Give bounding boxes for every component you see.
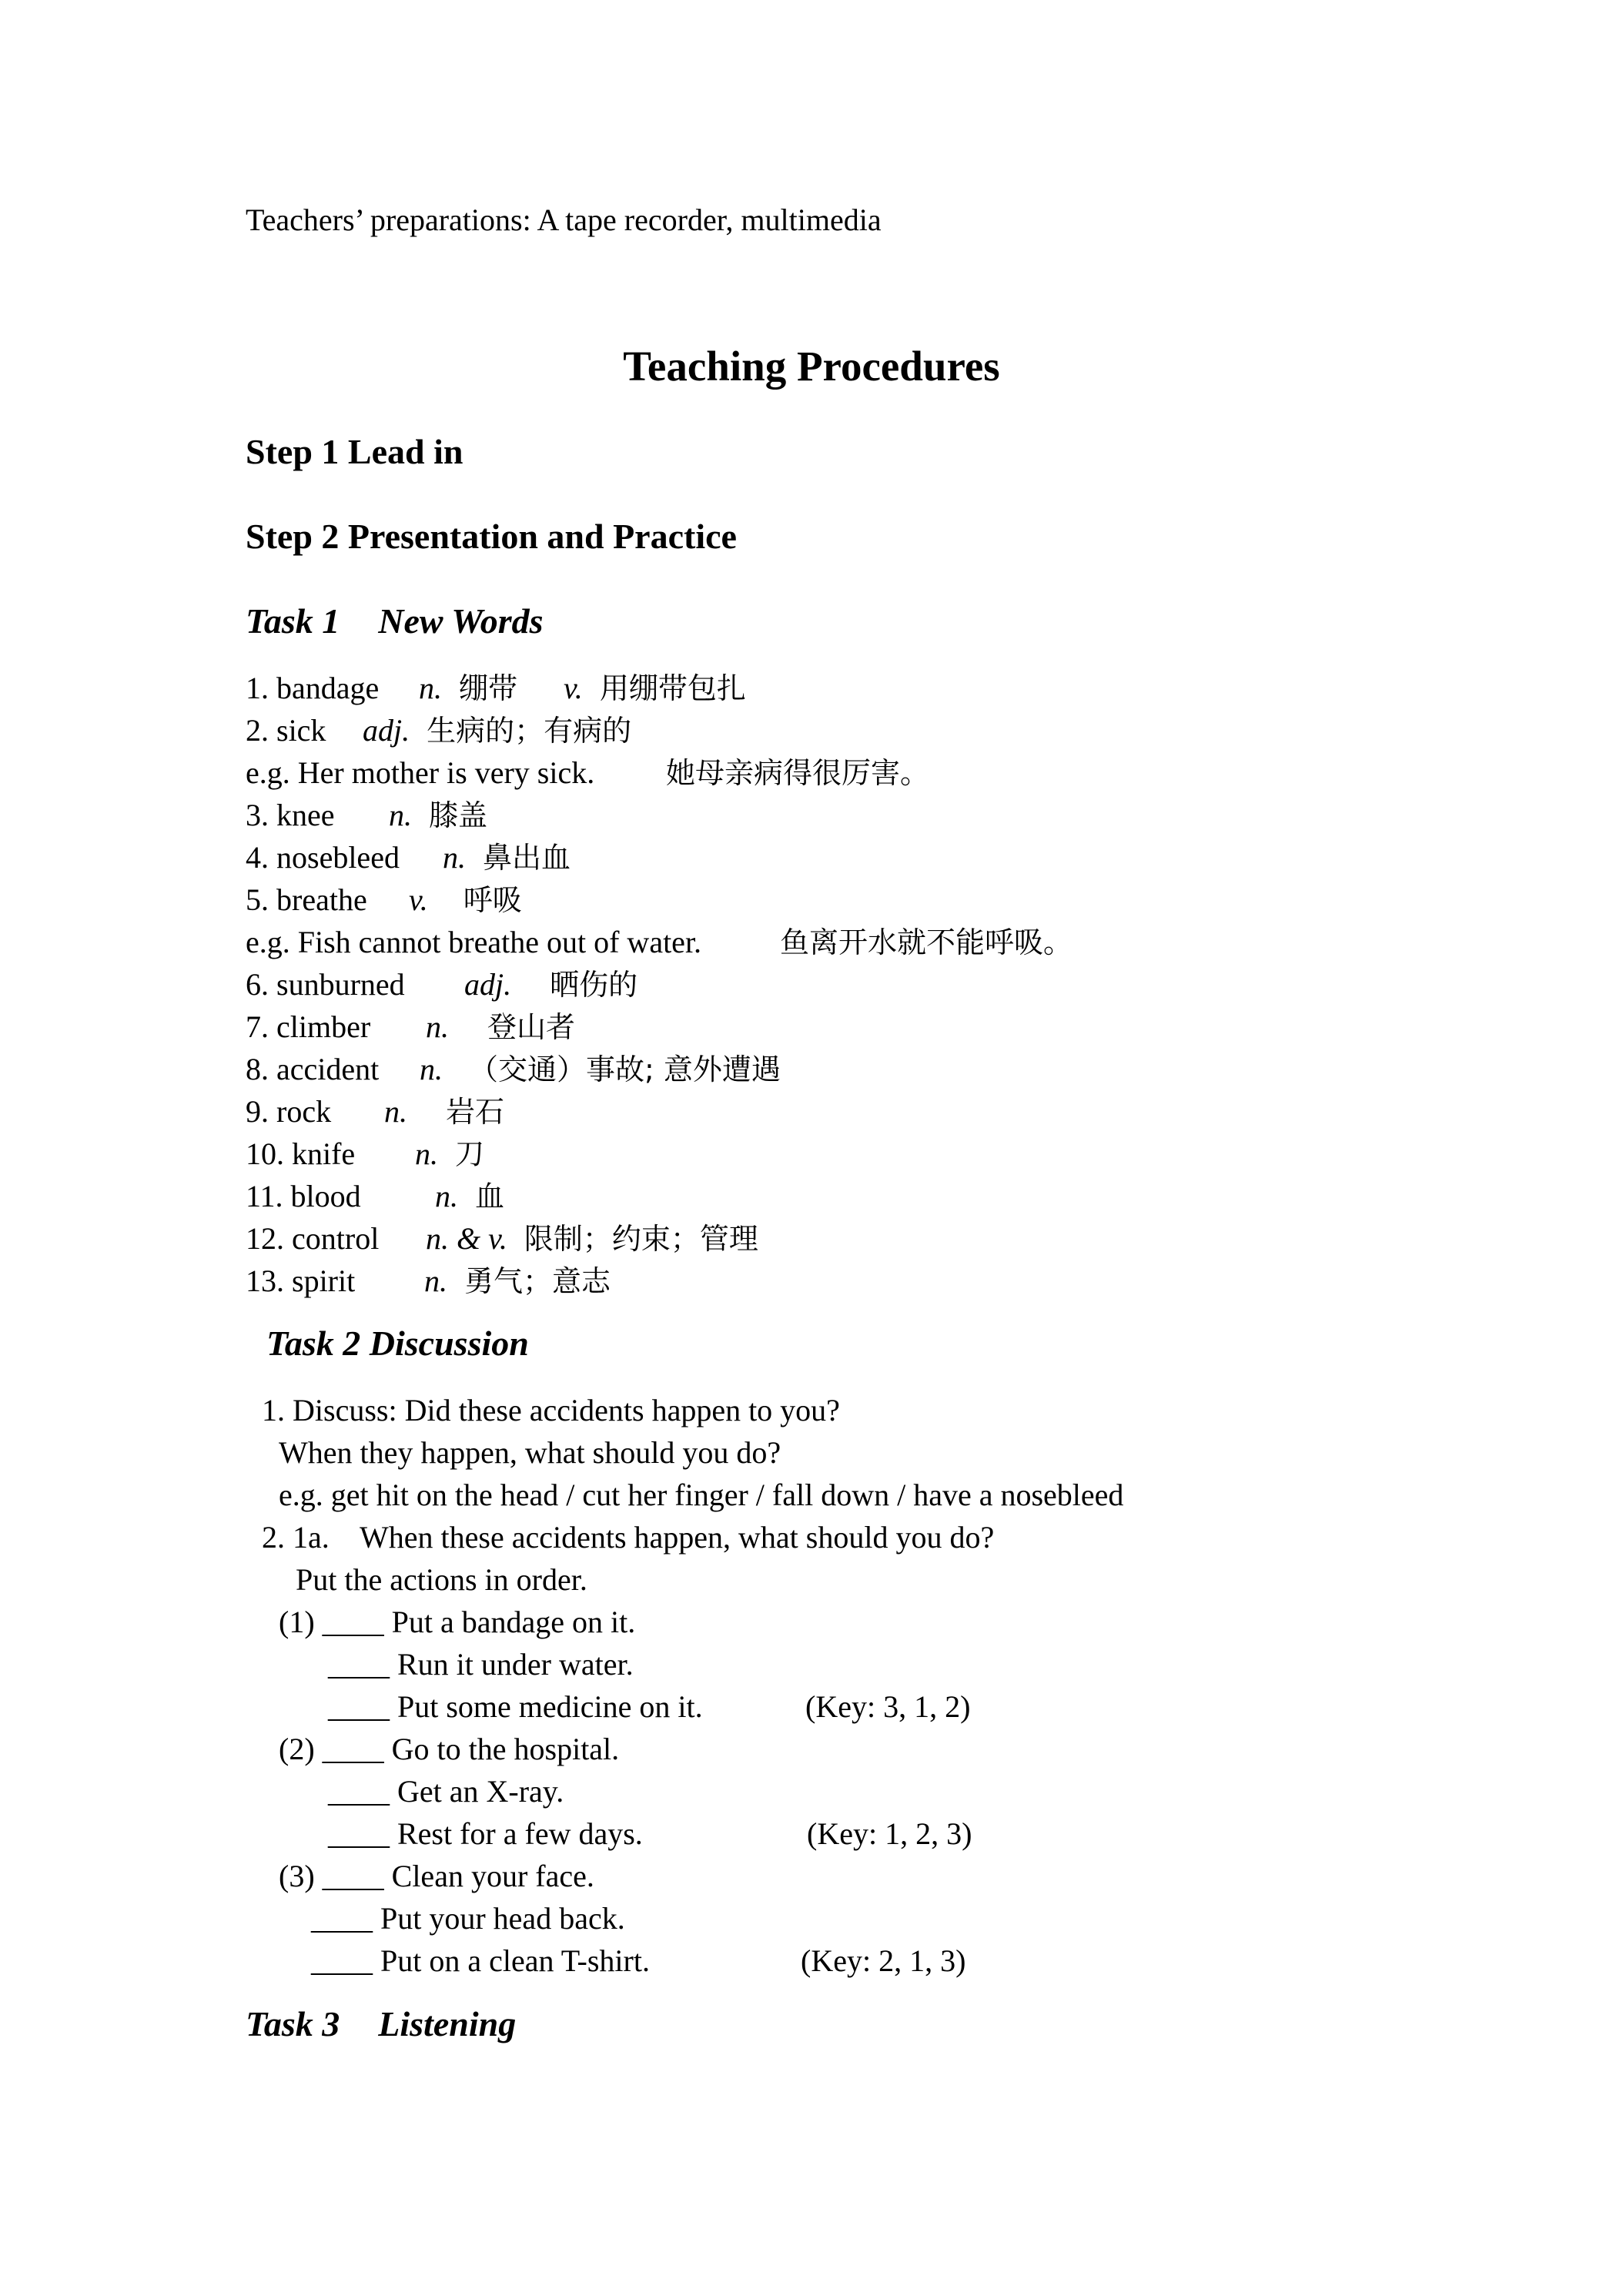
vocab-meaning: 勇气；意志 bbox=[464, 1264, 611, 1298]
vocab-word: 3. knee bbox=[246, 798, 335, 832]
step-1-heading: Step 1 Lead in bbox=[246, 432, 463, 471]
vocab-meaning: （交通）事故; 意外遭遇 bbox=[469, 1053, 781, 1086]
task-1-number: Task 1 bbox=[246, 601, 340, 641]
discussion-line: 2. 1a. When these accidents happen, what should you do? bbox=[262, 1520, 995, 1555]
vocab-meaning: 岩石 bbox=[446, 1095, 505, 1129]
vocab-pos: n. bbox=[426, 1009, 449, 1044]
vocab-row bbox=[246, 879, 522, 922]
vocab-word: 8. accident bbox=[246, 1052, 380, 1086]
ordering-item: ____ Get an X-ray. bbox=[328, 1774, 564, 1809]
vocab-meaning: 膝盖 bbox=[429, 798, 488, 832]
step-2-heading: Step 2 Presentation and Practice bbox=[246, 517, 737, 556]
vocab-row bbox=[246, 1260, 611, 1303]
task-3-number: Task 3 bbox=[246, 2004, 340, 2043]
vocab-row bbox=[246, 963, 637, 1006]
ordering-item: ____ Put your head back. bbox=[311, 1901, 625, 1936]
example-translation: 鱼离开水就不能呼吸。 bbox=[780, 925, 1073, 959]
task-1-name: New Words bbox=[378, 601, 544, 641]
ordering-item bbox=[328, 1685, 970, 1728]
ordering-text: ____ Put some medicine on it. bbox=[328, 1689, 703, 1724]
vocab-row bbox=[246, 1217, 758, 1260]
ordering-item: (1) ____ Put a bandage on it. bbox=[279, 1605, 636, 1639]
vocab-word: 1. bandage bbox=[246, 671, 380, 705]
vocab-meaning: 生病的；有病的 bbox=[427, 714, 632, 748]
task-1-heading bbox=[246, 601, 544, 641]
ordering-item: (2) ____ Go to the hospital. bbox=[279, 1732, 620, 1766]
vocab-meaning: 登山者 bbox=[487, 1010, 576, 1044]
vocab-meaning: 血 bbox=[475, 1180, 505, 1213]
example-sentence: e.g. Her mother is very sick. bbox=[246, 755, 595, 790]
vocab-meaning: 绷带 bbox=[459, 671, 518, 705]
vocab-word: 10. knife bbox=[246, 1136, 356, 1171]
vocab-word: 11. blood bbox=[246, 1179, 361, 1213]
task-3-heading bbox=[246, 2003, 516, 2044]
preparations-line: Teachers’ preparations: A tape recorder, multimedia bbox=[246, 202, 882, 237]
vocab-pos: adj. bbox=[464, 967, 512, 1002]
ordering-text: ____ Rest for a few days. bbox=[328, 1816, 643, 1851]
example-sentence: e.g. Fish cannot breathe out of water. bbox=[246, 925, 702, 959]
answer-key: (Key: 2, 1, 3) bbox=[801, 1943, 966, 1978]
vocab-word: 9. rock bbox=[246, 1094, 332, 1129]
vocab-pos: n. bbox=[443, 840, 466, 875]
vocab-word: 6. sunburned bbox=[246, 967, 405, 1002]
ordering-item: (3) ____ Clean your face. bbox=[279, 1859, 594, 1893]
vocab-meaning: 晒伤的 bbox=[550, 968, 638, 1002]
vocab-pos: n. bbox=[419, 671, 442, 705]
vocab-word: 13. spirit bbox=[246, 1263, 356, 1298]
vocab-pos: adj. bbox=[363, 713, 410, 748]
task-2-heading: Task 2 Discussion bbox=[266, 1324, 529, 1363]
vocab-row bbox=[246, 1175, 504, 1218]
vocab-pos: n. bbox=[389, 798, 412, 832]
vocab-meaning: 鼻出血 bbox=[483, 841, 571, 875]
vocab-meaning: 刀 bbox=[455, 1137, 485, 1171]
ordering-item bbox=[328, 1812, 972, 1855]
vocab-word: 4. nosebleed bbox=[246, 840, 400, 875]
answer-key: (Key: 3, 1, 2) bbox=[805, 1689, 971, 1724]
ordering-item bbox=[311, 1940, 965, 1982]
vocab-pos: n. bbox=[415, 1136, 438, 1171]
page-title: Teaching Procedures bbox=[623, 343, 1000, 390]
vocab-row bbox=[246, 1090, 504, 1133]
vocab-pos: n. bbox=[384, 1094, 407, 1129]
vocab-row bbox=[246, 709, 631, 752]
vocab-row bbox=[246, 836, 571, 879]
vocab-row bbox=[246, 794, 487, 837]
vocab-row bbox=[246, 1048, 781, 1091]
vocab-word: 2. sick bbox=[246, 713, 326, 748]
task-3-name: Listening bbox=[378, 2004, 517, 2043]
vocab-meaning-2: 用绷带包扎 bbox=[599, 671, 746, 705]
vocab-pos: n. bbox=[420, 1052, 443, 1086]
discussion-line: Put the actions in order. bbox=[296, 1562, 587, 1597]
vocab-row bbox=[246, 667, 746, 710]
ordering-text: ____ Put on a clean T-shirt. bbox=[311, 1943, 650, 1978]
vocab-row bbox=[246, 1133, 484, 1176]
ordering-item: ____ Run it under water. bbox=[328, 1647, 634, 1682]
discussion-line: When they happen, what should you do? bbox=[279, 1435, 781, 1470]
discussion-line: 1. Discuss: Did these accidents happen to you? bbox=[262, 1393, 840, 1427]
vocab-pos: v. bbox=[409, 882, 428, 917]
vocab-pos-2: v. bbox=[564, 671, 583, 705]
discussion-line: e.g. get hit on the head / cut her finger / fall down / have a nosebleed bbox=[279, 1478, 1124, 1512]
answer-key: (Key: 1, 2, 3) bbox=[807, 1816, 972, 1851]
vocab-word: 7. climber bbox=[246, 1009, 371, 1044]
vocab-row bbox=[246, 1006, 575, 1049]
vocab-pos: n. bbox=[424, 1263, 447, 1298]
vocab-meaning: 限制；约束；管理 bbox=[524, 1222, 758, 1256]
vocab-pos: n. & v. bbox=[426, 1221, 507, 1256]
vocab-meaning: 呼吸 bbox=[463, 883, 522, 917]
vocab-pos: n. bbox=[435, 1179, 458, 1213]
example-row bbox=[246, 921, 1073, 964]
vocab-word: 5. breathe bbox=[246, 882, 367, 917]
example-translation: 她母亲病得很厉害。 bbox=[666, 756, 930, 790]
example-row bbox=[246, 751, 929, 795]
vocab-word: 12. control bbox=[246, 1221, 380, 1256]
